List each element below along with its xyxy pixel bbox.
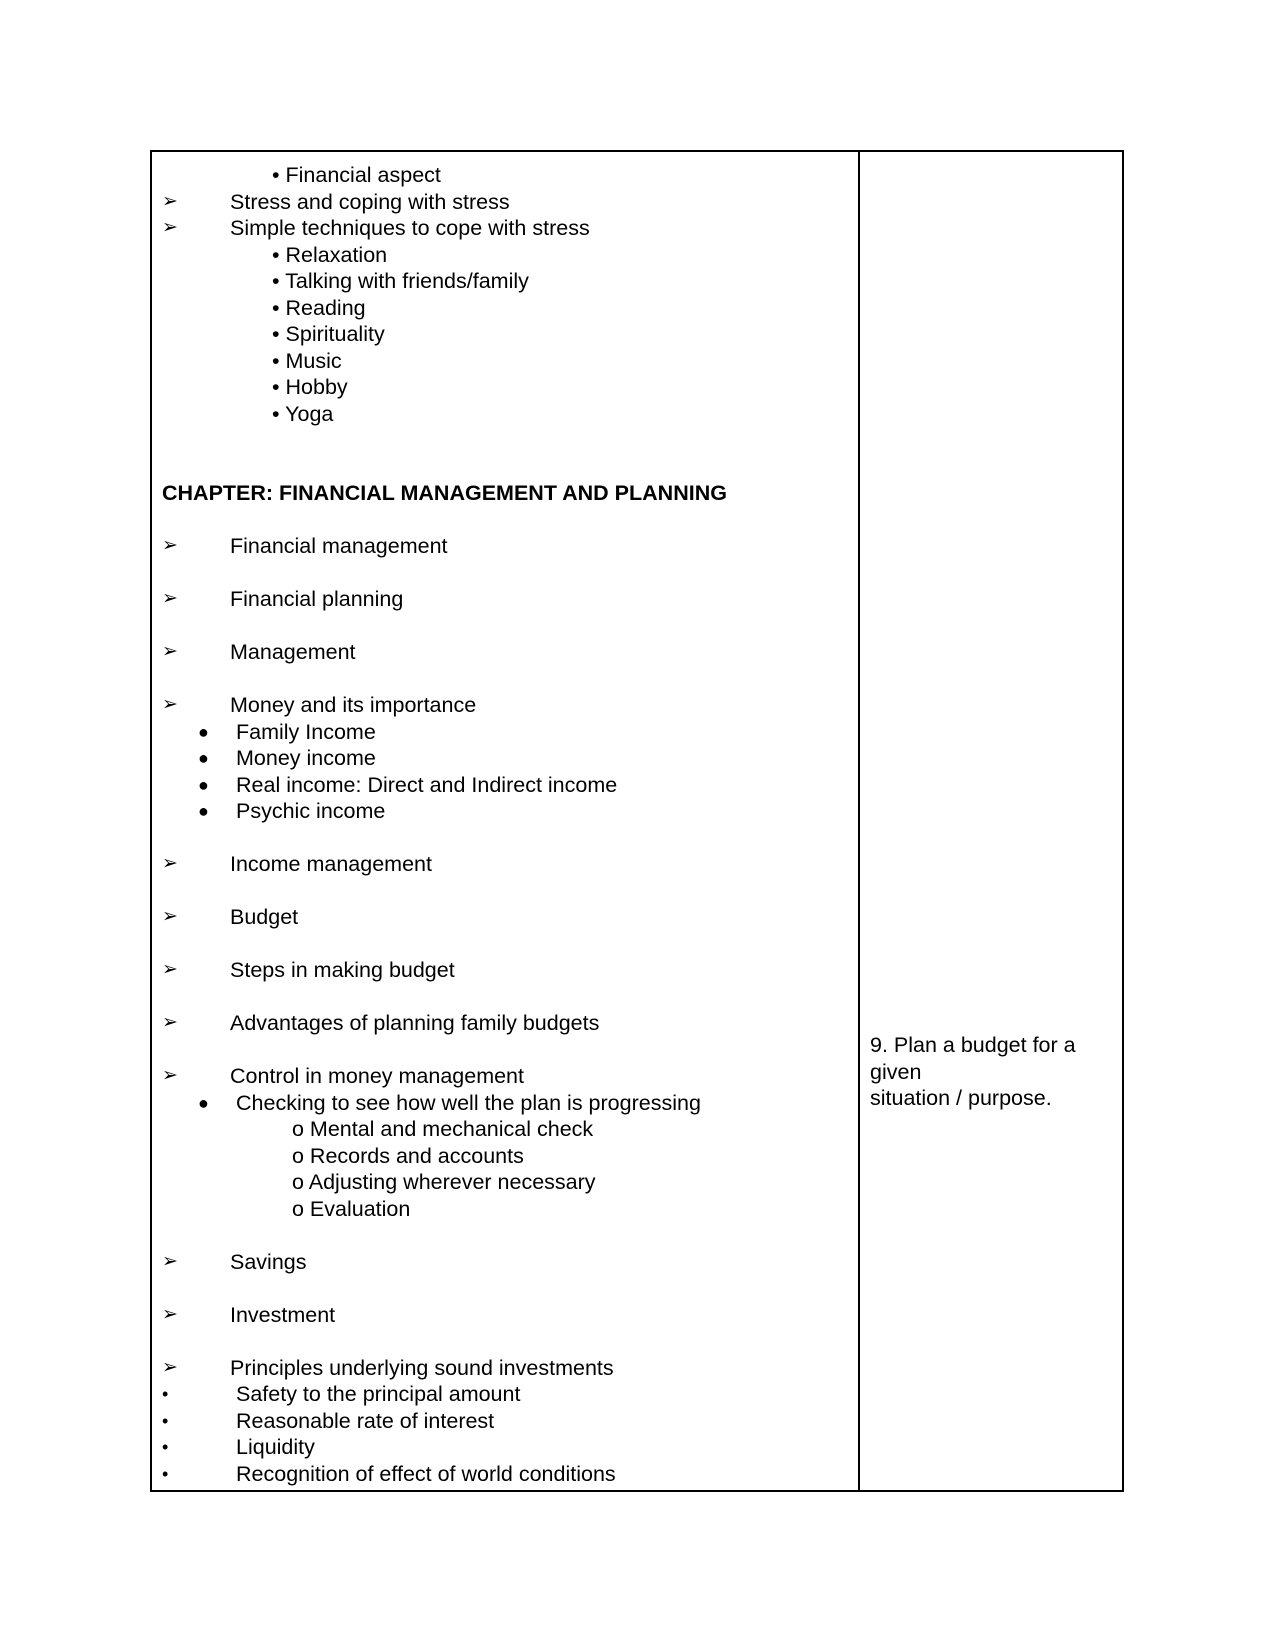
arrow-icon: ➢ (162, 190, 178, 212)
outcome-line: 9. Plan a budget for a (870, 1033, 1076, 1057)
list-item: ➢ Financial planning (162, 587, 404, 611)
dot-icon: ● (198, 748, 209, 768)
list-item: • Liquidity (162, 1435, 315, 1459)
bullet-icon: • (162, 1463, 169, 1484)
syllabus-table (150, 150, 1124, 1492)
list-item: ➢ Management (162, 640, 356, 664)
column-divider (858, 152, 860, 1490)
arrow-icon: ➢ (162, 694, 178, 715)
arrow-icon: ➢ (162, 853, 178, 874)
outcome-line: situation / purpose. (870, 1086, 1052, 1110)
list-item: • Hobby (272, 375, 348, 399)
list-item: o Adjusting wherever necessary (292, 1170, 596, 1194)
list-item: o Records and accounts (292, 1143, 524, 1168)
list-item: ➢ Budget (162, 905, 299, 929)
list-item: • Reading (272, 295, 366, 320)
list-item: • Talking with friends/family (272, 269, 529, 293)
arrow-icon: ➢ (162, 1356, 178, 1378)
list-item: ● Real income: Direct and Indirect income (198, 772, 618, 797)
arrow-icon: ➢ (162, 1303, 178, 1325)
list-item: • Music (272, 348, 342, 373)
list-item (162, 162, 852, 189)
list-item: ➢ Advantages of planning family budgets (162, 1011, 600, 1035)
list-item: o Mental and mechanical check (292, 1117, 594, 1141)
list-item: o Evaluation (292, 1196, 411, 1221)
list-item: ➢ Income management (162, 852, 432, 876)
arrow-icon: ➢ (162, 217, 178, 238)
list-item: • Recognition of effect of world conditions (162, 1461, 616, 1486)
bullet-icon: • (162, 1410, 169, 1431)
content-column (162, 162, 852, 1487)
bullet-icon: • (162, 1437, 169, 1457)
list-item: ➢ Control in money management (162, 1064, 524, 1088)
list-item: ➢ Simple techniques to cope with stress (162, 216, 590, 240)
list-item: ➢ Stress and coping with stress (162, 189, 510, 214)
list-item: • Reasonable rate of interest (162, 1408, 495, 1433)
arrow-icon: ➢ (162, 959, 178, 980)
bullet-item: • Financial aspect (272, 163, 441, 187)
chapter-heading: CHAPTER: FINANCIAL MANAGEMENT AND PLANNING (162, 481, 727, 505)
list-item: ➢ Investment (162, 1302, 336, 1327)
list-item: • Yoga (272, 401, 334, 426)
list-item: ● Psychic income (198, 799, 386, 823)
list-item: ➢ Savings (162, 1249, 307, 1274)
arrow-icon: ➢ (162, 1012, 178, 1033)
arrow-icon: ➢ (162, 535, 178, 556)
list-item: ➢ Money and its importance (162, 693, 477, 717)
list-item: ● Checking to see how well the plan is progressing (198, 1090, 701, 1115)
dot-icon: ● (198, 774, 209, 795)
list-item: ➢ Financial management (162, 534, 448, 558)
arrow-icon: ➢ (162, 1250, 178, 1272)
arrow-icon: ➢ (162, 906, 178, 927)
list-item: ● Family Income (198, 719, 376, 744)
list-item: • Relaxation (272, 242, 388, 267)
arrow-icon: ➢ (162, 1065, 178, 1086)
arrow-icon: ➢ (162, 641, 178, 662)
dot-icon: ● (198, 1092, 209, 1113)
arrow-icon: ➢ (162, 588, 178, 609)
list-item: ➢ Principles underlying sound investments (162, 1355, 614, 1380)
list-item: • Safety to the principal amount (162, 1382, 521, 1406)
list-item: ➢ Steps in making budget (162, 958, 455, 982)
list-item: • Spirituality (272, 322, 385, 346)
list-item: ● Money income (198, 746, 376, 770)
dot-icon: ● (198, 801, 209, 821)
outcome-line: given (870, 1059, 922, 1084)
dot-icon: ● (198, 721, 209, 742)
learning-outcome (870, 1032, 1110, 1112)
bullet-icon: • (162, 1384, 169, 1404)
